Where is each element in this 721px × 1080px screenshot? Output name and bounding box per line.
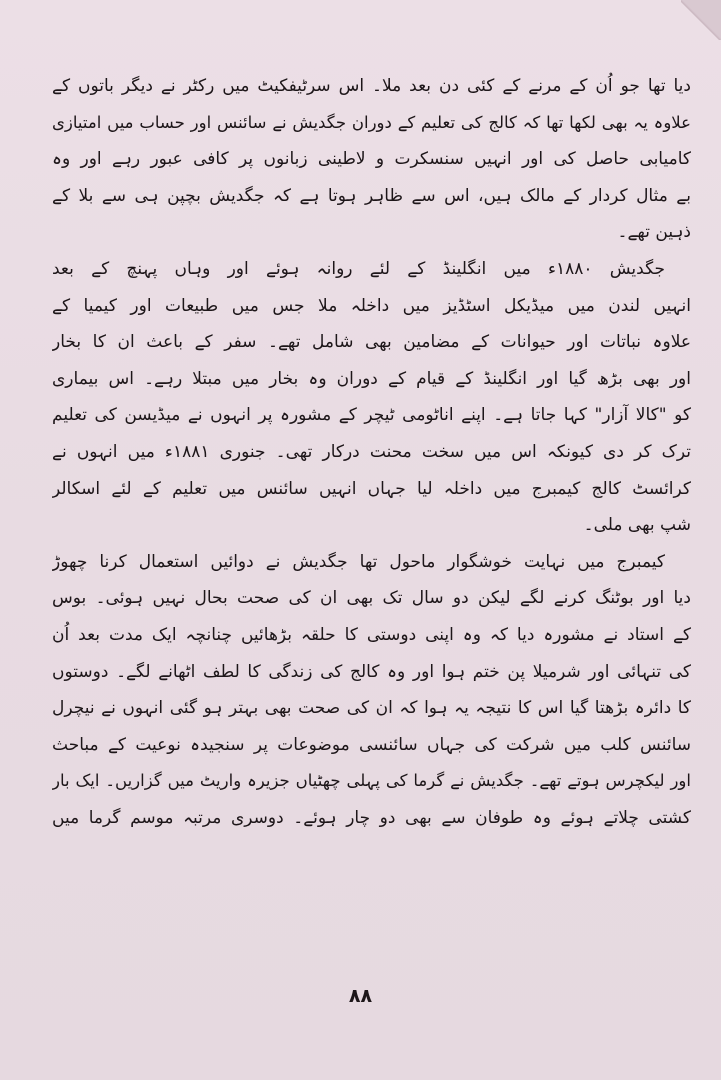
- text-line: کو "کالا آزار" کہا جاتا ہے۔ اپنے اناٹومی ٹیچر کے مشورہ پر انہوں نے میڈیسن کی تعلیم: [52, 405, 691, 426]
- text-line: کے استاد نے مشورہ دیا کہ وہ اپنی دوستی کا حلقہ بڑھائیں چنانچہ ایک مدت بعد اُن: [52, 624, 691, 645]
- text-line: کا دائرہ بڑھتا گیا اس کا نتیجہ یہ ہوا کہ ان کی صحت بھی بہتر ہو گئی انہوں نے نیچرل: [52, 698, 691, 719]
- paragraph-start-line: جگدیش ۱۸۸۰ء میں انگلینڈ کے لئے روانہ ہوئے اور وہاں پہنچ کے بعد: [52, 258, 665, 279]
- text-line: دیا اور بوٹنگ کرنے لگے لیکن دو سال تک بھی ان کی صحت بحال نہیں ہوئی۔ بوس: [52, 588, 691, 609]
- paragraph-start-line: کیمبرج میں نہایت خوشگوار ماحول تھا جگدیش نے دوائیں استعمال کرنا چھوڑ: [52, 551, 665, 572]
- text-line: انہیں لندن میں میڈیکل اسٹڈیز میں داخلہ ملا جس میں طبیعات اور کیمیا کے: [52, 295, 691, 316]
- text-line: ذہین تھے۔: [617, 222, 691, 243]
- body-text: [52, 68, 691, 836]
- text-line: دیا تھا جو اُن کے مرنے کے کئی دن بعد ملا۔ اس سرٹیفکیٹ میں رکٹر نے دیگر باتوں کے: [52, 76, 691, 96]
- text-line: کرائسٹ کالج کیمبرج میں داخلہ لیا جہاں انہیں سائنس میں تعلیم کے لئے اسکالر: [52, 478, 691, 499]
- text-line: کشتی چلاتے ہوئے وہ طوفان سے بھی دو چار ہوئے۔ دوسری مرتبہ موسم گرما میں: [52, 807, 691, 828]
- text-line: سائنس کلب میں شرکت کی جہاں سائنسی موضوعات پر سنجیدہ نوعیت کے مباحث: [52, 734, 691, 755]
- text-line: علاوہ یہ بھی لکھا تھا کہ کالج کی تعلیم کے دوران جگدیش نے سائنس اور حساب میں امتیازی: [52, 112, 691, 132]
- text-line: ترک کر دی کیونکہ اس میں سخت محنت درکار تھی۔ جنوری ۱۸۸۱ء میں انہوں نے: [52, 441, 691, 462]
- text-line: اور بھی بڑھ گیا اور انگلینڈ کے قیام کے دوران وہ بخار میں مبتلا رہے۔ اس بیماری: [52, 368, 691, 389]
- text-line: کامیابی حاصل کی اور انہیں سنسکرت و لاطینی زبانوں پر کافی عبور رہے اور وہ: [52, 149, 691, 170]
- text-line: علاوہ نباتات اور حیوانات کے مضامین بھی شامل تھے۔ سفر کے باعث ان کا بخار: [52, 332, 691, 353]
- text-line: شپ بھی ملی۔: [583, 515, 691, 536]
- page-number: ۸۸: [348, 985, 373, 1007]
- text-line: بے مثال کردار کے مالک ہیں، اس سے ظاہر ہوتا ہے کہ جگدیش بچپن ہی سے بلا کے: [52, 185, 691, 206]
- text-line: اور لیکچرس ہوتے تھے۔ جگدیش نے گرما کی پہلی چھٹیاں جزیرہ واریٹ میں گزاریں۔ ایک بار: [52, 771, 691, 791]
- page-corner-fold: [681, 0, 721, 40]
- text-line: کی تنہائی اور شرمیلا پن ختم ہوا اور وہ کالج کی زندگی کا لطف اٹھانے لگے۔ دوستوں: [52, 661, 691, 682]
